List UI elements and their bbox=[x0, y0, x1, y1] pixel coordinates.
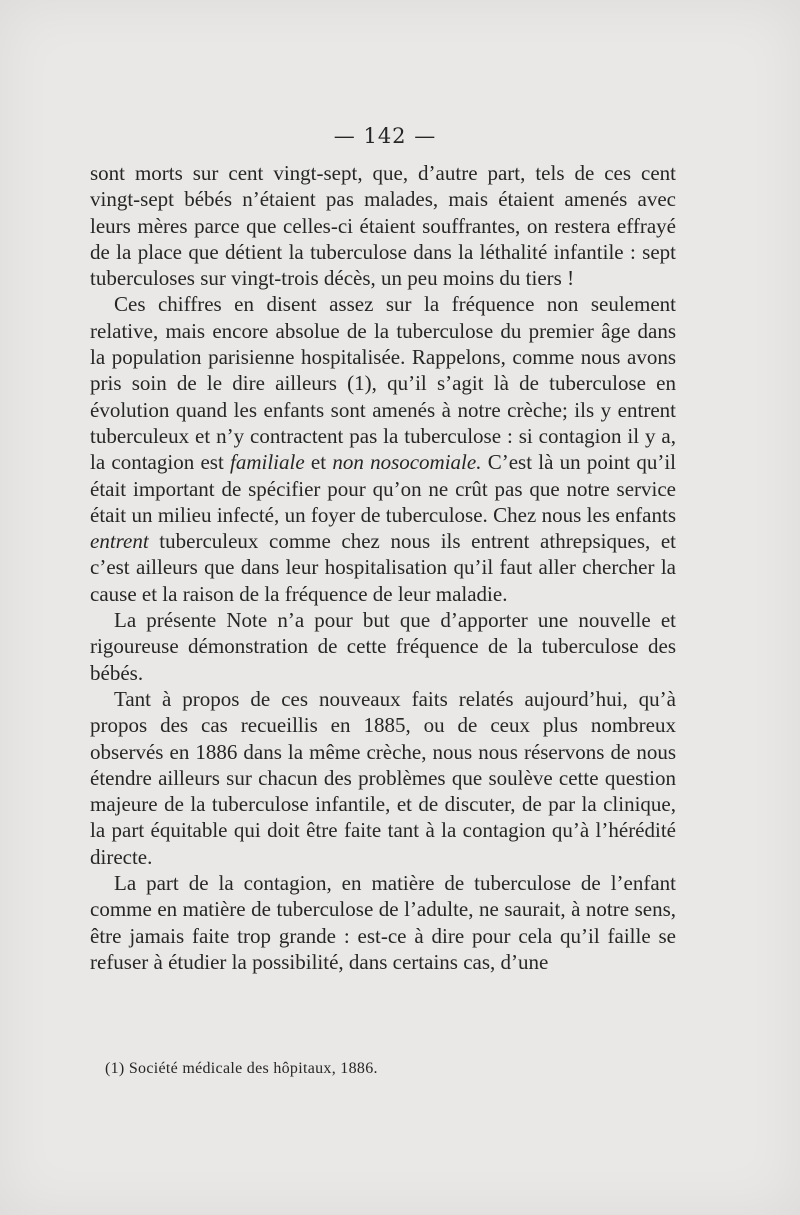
text-segment: C’est là un point qu’il était important de spécifier pour qu’on ne crût pas que notre service était un milieu infecté, un foyer de tuberculose. Chez nous les enfants bbox=[90, 450, 676, 527]
paragraph-p4 bbox=[90, 686, 676, 870]
body-text bbox=[90, 160, 676, 975]
text-segment: La part de la contagion, en matière de tuberculose de l’enfant comme en matière de tuberculose de l’adulte, ne saurait, à notre sens, être jamais faite trop grande : est-ce à dire pour cela qu’il faille se refuser à étudier la possibilité, dans certains cas, d’une bbox=[90, 871, 676, 974]
footnote: (1) Société médicale des hôpitaux, 1886. bbox=[105, 1060, 378, 1077]
italic-text: entrent bbox=[90, 529, 149, 554]
text-segment: La présente Note n’a pour but que d’apporter une nouvelle et rigoureuse démonstration de cette fréquence de la tuberculose des bébés. bbox=[90, 608, 676, 685]
paragraph-p3 bbox=[90, 607, 676, 686]
text-segment: Ces chiffres en disent assez sur la fréquence non seulement relative, mais encore absolue de la tuberculose du premier âge dans la population parisienne hospitalisée. Rappelons, comme nous avons pris soin de le dire ailleurs (1), qu’il s’agit là de tuberculose en évolution quand les enfants sont amenés à notre crèche; ils y entrent tuberculeux et n’y contractent pas la tuberculose : si contagion il y a, la contagion est bbox=[90, 292, 676, 475]
text-segment: tuberculeux comme chez nous ils entrent athrepsiques, et c’est ailleurs que dans leur hospitalisation qu’il faut aller chercher la cause et la raison de la fréquence de leur maladie. bbox=[90, 529, 676, 606]
paragraph-p1 bbox=[90, 160, 676, 291]
text-segment: sont morts sur cent vingt-sept, que, d’autre part, tels de ces cent vingt-sept bébés n’étaient pas malades, mais étaient amenés avec leurs mères parce que celles-ci étaient souffrantes, on restera effrayé de la place que détient la tuberculose dans la léthalité infantile : sept tuberculoses sur vingt-trois décès, un peu moins du tiers ! bbox=[90, 161, 676, 291]
text-segment: Tant à propos de ces nouveaux faits relatés aujourd’hui, qu’à propos des cas recueillis en 1885, ou de ceux plus nombreux observés en 1886 dans la même crèche, nous nous réservons de nous étendre ailleurs sur chacun des problèmes que soulève cette question majeure de la tuberculose infantile, et de discuter, de par la clinique, la part équitable qui doit être faite tant à la contagion qu’à l’hérédité directe. bbox=[90, 686, 676, 869]
italic-text: familiale bbox=[230, 450, 305, 475]
italic-text: non nosocomiale. bbox=[332, 450, 482, 475]
text-segment: et bbox=[304, 450, 333, 475]
paragraph-p5 bbox=[90, 870, 676, 975]
paragraph-p2 bbox=[90, 291, 676, 607]
page-number: — 142 — bbox=[333, 124, 437, 148]
